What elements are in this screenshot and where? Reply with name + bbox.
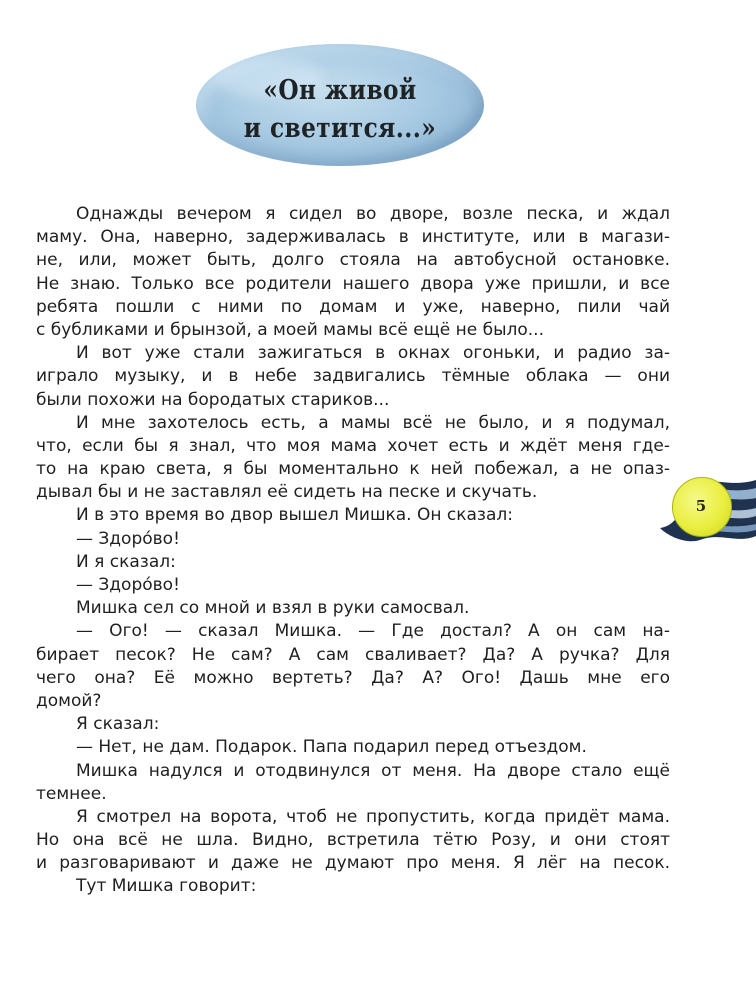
- text-line: — Здоро́во!: [76, 528, 180, 549]
- text-line: — Здоро́во!: [76, 575, 180, 595]
- text-line: Я смотрел на ворота, чтоб не пропустить, когда придёт мама.: [76, 806, 670, 827]
- text-line: — Нет, не дам. Подарок. Папа подарил перед отъездом.: [76, 737, 587, 758]
- text-line: Мишка надулся и отодвинулся от меня. На дворе стало ещё: [76, 760, 670, 781]
- text-line: с бубликами и брынзой, а моей мамы всё ещё не было...: [36, 319, 544, 340]
- text-line: и разговаривают и даже не думают про меня. Я лёг на песок.: [36, 853, 670, 874]
- text-line: Мишка сел со мной и взял в руки самосвал.: [76, 598, 470, 619]
- text-line: темнее.: [36, 783, 107, 804]
- text-line: были похожи на бородатых стариков...: [36, 389, 390, 410]
- text-line: И вот уже стали зажигаться в окнах огоньки, и радио за-: [76, 343, 670, 364]
- chapter-title-line-1: «Он живой: [263, 75, 417, 106]
- chapter-title: [216, 72, 464, 148]
- text-line: не, или, может быть, долго стояла на автобусной остановке.: [36, 250, 670, 271]
- page-number-tab: [660, 470, 756, 546]
- page-number: 5: [695, 497, 707, 515]
- text-line: чего она? Её можно вертеть? Да? А? Ого! Дашь мне его: [36, 667, 670, 688]
- text-line: Но она всё не шла. Видно, встретила тётю Розу, и они стоят: [36, 830, 670, 851]
- text-line: — Ого! — сказал Мишка. — Где достал? А он сам на-: [76, 621, 670, 642]
- text-line: Я сказал:: [76, 714, 160, 735]
- text-line: то на краю света, я бы моментально к ней побежал, а не опаз-: [36, 459, 670, 480]
- text-line: И мне захотелось есть, а мамы всё не было, и я подумал,: [76, 412, 670, 433]
- text-line: маму. Она, наверно, задерживалась в институте, или в магази-: [36, 227, 670, 248]
- text-line: дывал бы и не заставлял её сидеть на песке и скучать.: [36, 482, 538, 503]
- text-line: Не знаю. Только все родители нашего двора уже пришли, и все: [36, 273, 670, 294]
- text-line: И в это время во двор вышел Мишка. Он сказал:: [76, 505, 513, 526]
- chapter-title-line-2: и светится...»: [243, 113, 437, 144]
- story-text: [36, 203, 670, 899]
- text-line: бирает песок? Не сам? А сам сваливает? Да? А ручка? Для: [36, 644, 670, 665]
- text-line: ребята пошли с ними по домам и уже, наверно, пили чай: [36, 296, 670, 317]
- text-line: домой?: [36, 690, 102, 711]
- text-line: Тут Мишка говорит:: [76, 876, 257, 897]
- text-line: что, если бы я знал, что моя мама хочет есть и ждёт меня где-: [36, 435, 670, 456]
- text-line: играло музыку, и в небе задвигались тёмные облака — они: [36, 366, 670, 387]
- text-line: И я сказал:: [76, 551, 176, 572]
- text-line: Однажды вечером я сидел во дворе, возле песка, и ждал: [76, 204, 670, 224]
